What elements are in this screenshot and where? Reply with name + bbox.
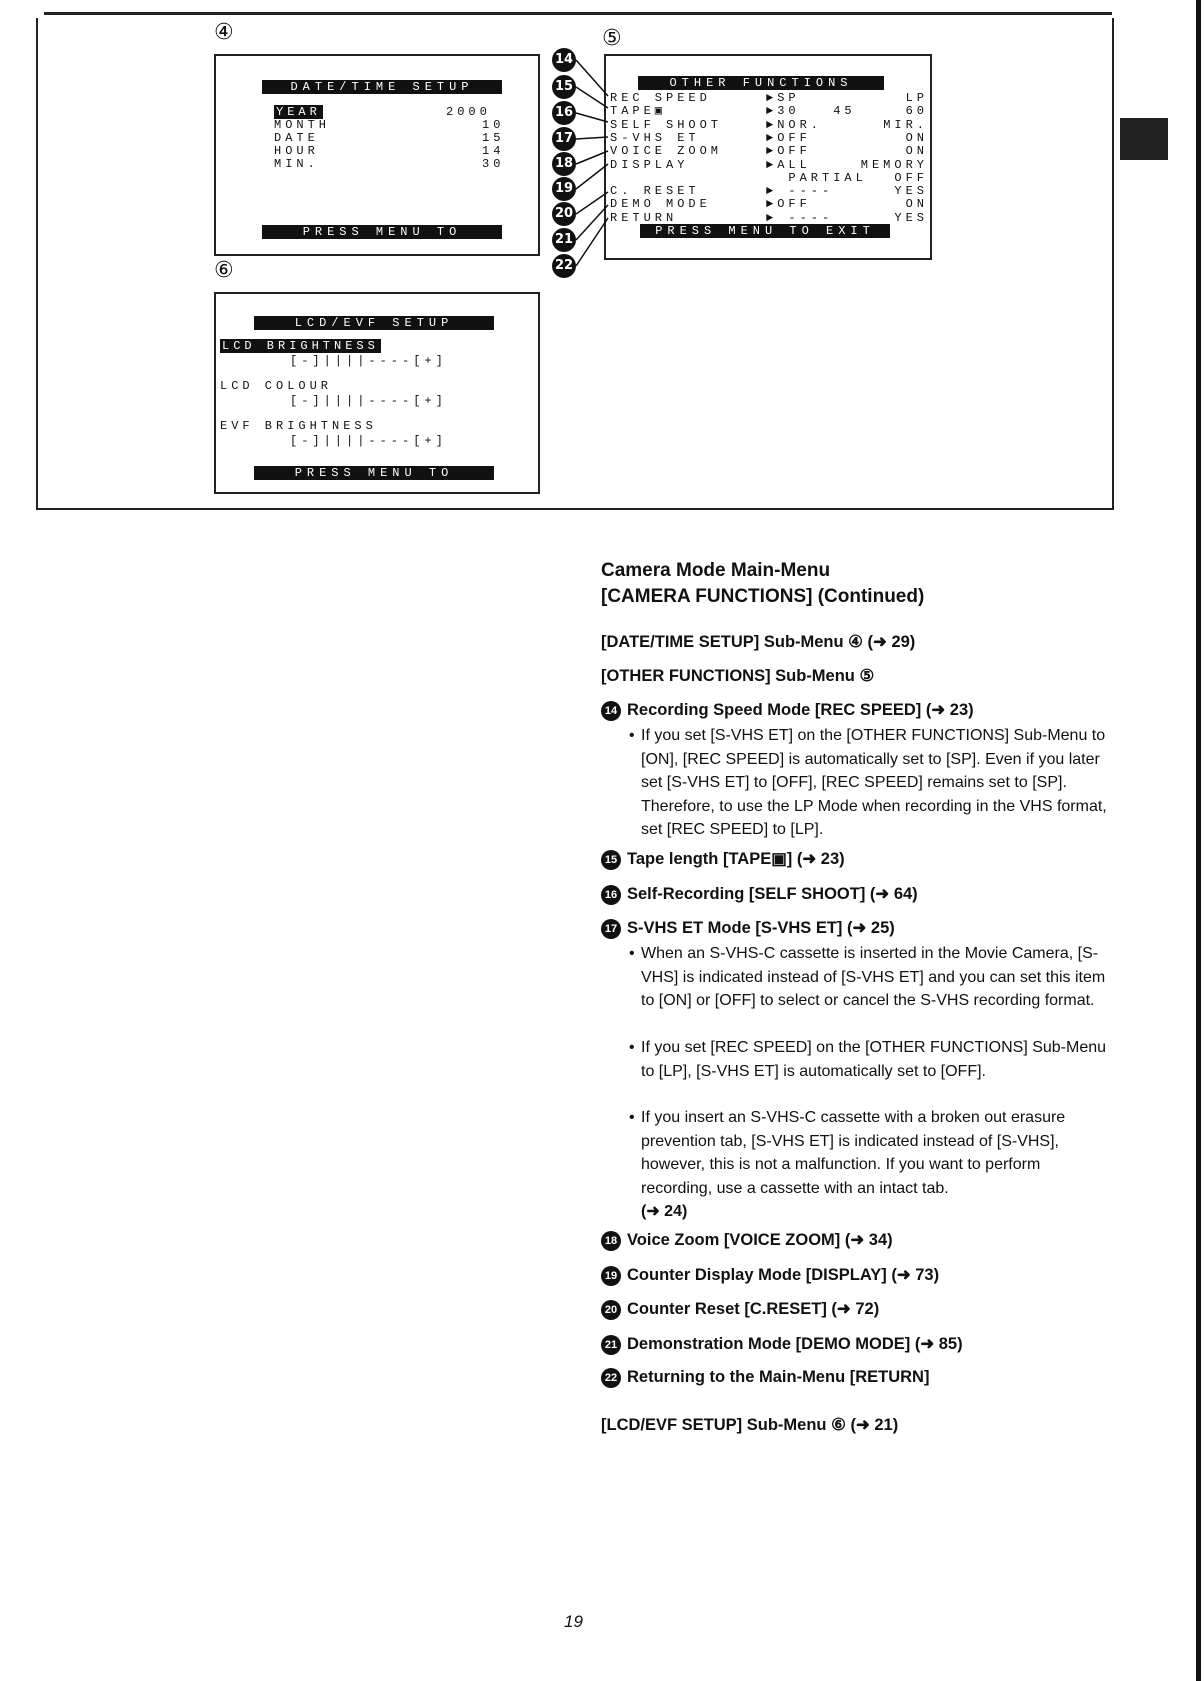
bullet-text: If you set [S-VHS ET] on the [OTHER FUNCTIONS] Sub-Menu to [ON], [REC SPEED] is automatically set to [SP]. Even if you later set [S-VHS ET] to [OFF], [REC SPEED] remains set to [SP]. Therefore, to use the LP Mode when recording in the VHS format, set [REC SPEED] to [LP].	[641, 727, 1107, 838]
other-functions-submenu-ref: [OTHER FUNCTIONS] Sub-Menu ⑤	[601, 667, 875, 685]
menu-row-value: 10	[482, 118, 505, 132]
menu-row-setting: ►OFF	[766, 197, 811, 212]
menu-row-option: MEMORY	[860, 157, 928, 172]
section-heading-line2: [CAMERA FUNCTIONS] (Continued)	[601, 586, 925, 607]
callout-19: 19	[552, 177, 576, 201]
callout-15: 15	[552, 75, 576, 99]
item-title-text: Counter Display Mode [DISPLAY] (➜ 73)	[627, 1266, 940, 1284]
section-heading-line1: Camera Mode Main-Menu	[601, 560, 831, 581]
menu-row-value: 15	[482, 131, 505, 145]
menu-row-label: SELF SHOOT	[610, 117, 723, 132]
menu-row-setting: ►SP	[766, 91, 800, 105]
item-title-text: S-VHS ET Mode [S-VHS ET] (➜ 25)	[627, 919, 895, 937]
menu-row-value: 14	[482, 144, 505, 158]
item-19-title: 19 Counter Display Mode [DISPLAY] (➜ 73)	[601, 1265, 939, 1286]
item-20-title: 20 Counter Reset [C.RESET] (➜ 72)	[601, 1299, 879, 1320]
callout-14: 14	[552, 48, 576, 72]
menu-row-label: VOICE ZOOM	[610, 144, 723, 159]
menu-row-label: MIN.	[274, 157, 319, 171]
colour-scale: [-]||||----[+]	[290, 394, 447, 408]
menu-row-label: EVF BRIGHTNESS	[220, 419, 377, 433]
item-title-text: Returning to the Main-Menu [RETURN]	[627, 1368, 930, 1386]
menu-row-option: ON	[905, 130, 928, 145]
item-title-text: Voice Zoom [VOICE ZOOM] (➜ 34)	[627, 1231, 893, 1249]
bullet-text: When an S-VHS-C cassette is inserted in the Movie Camera, [S-VHS] is indicated instead of [S-VHS ET] and you can set this item to [ON] or [OFF] to select or cancel the S-VHS recording format.	[641, 945, 1106, 1009]
menu-row-label: REC SPEED	[610, 91, 711, 105]
lcd-evf-submenu-ref: [LCD/EVF SETUP] Sub-Menu ⑥ (➜ 21)	[601, 1416, 899, 1434]
menu-row-option: MIR.	[883, 117, 928, 132]
menu-row-setting: ►30 45	[766, 104, 856, 119]
menu-row-setting: ► ----	[766, 210, 834, 225]
menu-row-option: YES	[894, 210, 928, 225]
menu-row-label: DATE	[274, 131, 319, 145]
screen-title: DATE/TIME SETUP	[262, 80, 502, 94]
menu-row-value: 30	[482, 157, 505, 171]
screen-footer: PRESS MENU TO EXIT	[640, 224, 890, 238]
menu-row-option: 60	[905, 104, 928, 119]
item-16-title: 16 Self-Recording [SELF SHOOT] (➜ 64)	[601, 884, 918, 905]
bullet-page-ref: (➜ 24)	[641, 1203, 688, 1220]
year-label: YEAR	[276, 105, 321, 119]
item-title-text: Recording Speed Mode [REC SPEED] (➜ 23)	[627, 701, 974, 719]
item-14-title: 14 Recording Speed Mode [REC SPEED] (➜ 23)	[601, 700, 974, 721]
menu-row-label: MONTH	[274, 118, 331, 132]
date-time-submenu-ref: [DATE/TIME SETUP] Sub-Menu ④ (➜ 29)	[601, 633, 916, 651]
menu-row-setting: ► ----	[766, 184, 834, 199]
callout-20: 20	[552, 202, 576, 226]
callout-22: 22	[552, 254, 576, 278]
menu-row-label: DEMO MODE	[610, 197, 711, 212]
callout-18: 18	[552, 152, 576, 176]
item-17-bullet-b: • If you set [REC SPEED] on the [OTHER FUNCTIONS] Sub-Menu to [LP], [S-VHS ET] is automatically set to [OFF].	[629, 1039, 1107, 1080]
item-title-text: Counter Reset [C.RESET] (➜ 72)	[627, 1300, 880, 1318]
menu-row-label: DISPLAY	[610, 157, 689, 172]
menu-row-label: HOUR	[274, 144, 319, 158]
brightness-scale: [-]||||----[+]	[290, 434, 447, 448]
menu-row-option: LP	[905, 91, 928, 105]
menu-row-option: ON	[905, 197, 928, 212]
page-number: 19	[564, 1612, 583, 1631]
figure-label-6: ⑥	[214, 258, 234, 283]
item-title-text: Demonstration Mode [DEMO MODE] (➜ 85)	[627, 1335, 963, 1353]
menu-row-setting: PARTIAL	[766, 170, 867, 185]
lcd-brightness-label: LCD BRIGHTNESS	[222, 339, 379, 353]
screen-footer: PRESS MENU TO RETURN	[262, 225, 502, 239]
item-title-text: Tape length [TAPE▣] (➜ 23)	[627, 850, 845, 868]
brightness-scale: [-]||||----[+]	[290, 354, 447, 368]
menu-row-label: C. RESET	[610, 184, 700, 199]
bullet-text: If you set [REC SPEED] on the [OTHER FUNCTIONS] Sub-Menu to [LP], [S-VHS ET] is automatically set to [OFF].	[641, 1039, 1107, 1080]
callout-16: 16	[552, 101, 576, 125]
menu-row-label: TAPE▣	[610, 104, 667, 119]
bullet-text: If you insert an S-VHS-C cassette with a broken out erasure prevention tab, [S-VHS ET] is indicated instead of [S-VHS], however, this is not a malfunction. If you want to perform recording, use a cassette with an intact tab.	[641, 1109, 1066, 1197]
menu-row-option: ON	[905, 144, 928, 159]
item-title-text: Self-Recording [SELF SHOOT] (➜ 64)	[627, 885, 918, 903]
item-22-title: 22 Returning to the Main-Menu [RETURN]	[601, 1368, 929, 1388]
item-15-title: 15 Tape length [TAPE▣] (➜ 23)	[601, 849, 845, 870]
callout-21: 21	[552, 228, 576, 252]
menu-row-value: 2000	[446, 105, 491, 119]
screen-title: LCD/EVF SETUP	[254, 316, 494, 330]
callout-17: 17	[552, 127, 576, 151]
menu-row-setting: ►ALL	[766, 157, 811, 172]
item-14-bullet: • If you set [S-VHS ET] on the [OTHER FUNCTIONS] Sub-Menu to [ON], [REC SPEED] is automatically set to [SP]. Even if you later set [S-VHS ET] to [OFF], [REC SPEED] remains set to [SP]. Therefore, to use the LP Mode when recording in the VHS format, set [REC SPEED] to [LP].	[629, 727, 1107, 838]
menu-row-label: RETURN	[610, 210, 678, 225]
menu-row-setting: ►OFF	[766, 130, 811, 145]
menu-row-option: YES	[894, 184, 928, 199]
screen-title: OTHER FUNCTIONS	[638, 76, 884, 90]
menu-row-label: LCD COLOUR	[220, 379, 333, 393]
item-17-bullet-a: • When an S-VHS-C cassette is inserted in the Movie Camera, [S-VHS] is indicated instead of [S-VHS ET] and you can set this item to [ON] or [OFF] to select or cancel the S-VHS recording format.	[629, 945, 1106, 1009]
menu-row-option: OFF	[894, 170, 928, 185]
item-17-bullet-c: • If you insert an S-VHS-C cassette with a broken out erasure prevention tab, [S-VHS ET] is indicated instead of [S-VHS], however, this is not a malfunction. If you want to perform recording, use a cassette with an intact tab. (➜ 24)	[629, 1109, 1066, 1220]
menu-row-setting: ►OFF	[766, 144, 811, 159]
item-18-title: 18 Voice Zoom [VOICE ZOOM] (➜ 34)	[601, 1230, 893, 1251]
menu-row-setting: ►NOR.	[766, 117, 823, 132]
item-21-title: 21 Demonstration Mode [DEMO MODE] (➜ 85)	[601, 1334, 963, 1355]
menu-row-label: S-VHS ET	[610, 130, 700, 145]
item-17-title: 17 S-VHS ET Mode [S-VHS ET] (➜ 25)	[601, 918, 895, 939]
screen-footer: PRESS MENU TO RETURN	[254, 466, 494, 480]
figure-label-4: ④	[214, 20, 234, 45]
figure-label-5: ⑤	[602, 26, 622, 51]
